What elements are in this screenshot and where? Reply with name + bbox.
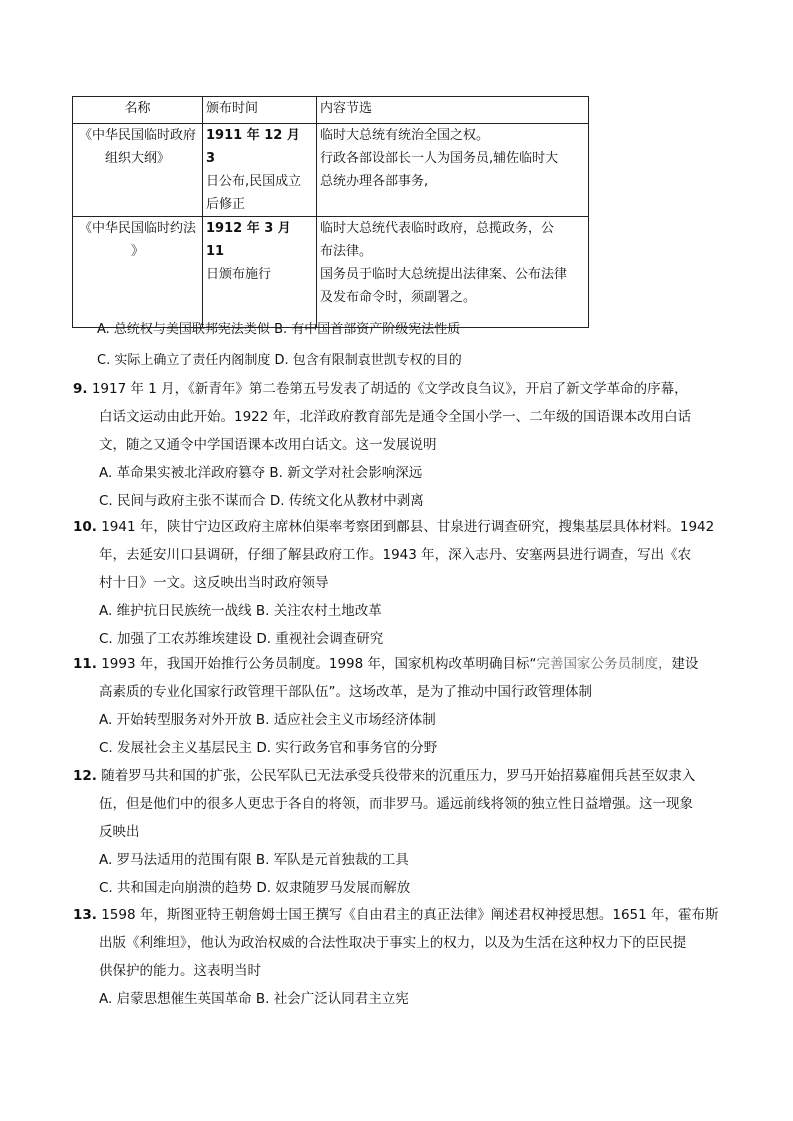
options-row [73,734,723,762]
options-row [73,487,723,515]
question-9 [73,375,723,515]
cell-line: 《中华民国临时政府 [78,128,196,143]
option-c[interactable]: C. 发展社会主义基层民主 [99,740,253,756]
question-text-line: 反映出 [99,824,140,840]
option-a[interactable]: A. 罗马法适用的范围有限 [99,852,252,868]
cell-line: 总统办理各部事务, [320,174,429,189]
issue-date-cell [203,124,317,217]
question-text-line: 村十日》一文。这反映出当时政府领导 [99,575,329,591]
option-d[interactable]: D. 奴隶随罗马发展而解放 [256,880,411,896]
option-b[interactable]: B. 关注农村土地改革 [255,603,382,619]
table-row [73,124,589,217]
option-c[interactable]: C. 实际上确立了责任内阁制度 [97,353,271,368]
option-a[interactable]: A. 维护抗日民族统一战线 [99,603,252,619]
question-number: 13. [73,907,97,923]
options-row [73,625,723,653]
constitution-comparison-table [72,96,589,328]
question-text-line: 年，去延安川口县调研，仔细了解县政府工作。1943 年，深入志丹、安塞两县进行调查，写出《农 [99,547,692,563]
question-text-line: 1941 年，陕甘宁边区政府主席林伯渠率考察团到鄜县、甘泉进行调查研究，搜集基层具体材料。1942 [101,519,715,535]
table-row [73,217,589,328]
option-b[interactable]: B. 社会广泛认同君主立宪 [255,991,409,1007]
cell-line: 行政各部设部长一人为国务员,辅佐临时大 [320,151,559,166]
content-excerpt-cell [317,124,589,217]
header-content: 内容节选 [317,97,589,124]
cell-line: 组织大纲》 [104,151,170,166]
options-row [73,846,723,874]
option-b[interactable]: B. 有中国首部资产阶级宪法性质 [274,322,461,337]
option-c[interactable]: C. 加强了工农苏维埃建设 [99,631,253,647]
question-text-line: 1598 年，斯图亚特王朝詹姆士国王撰写《自由君主的真正法律》阐述君权神授思想。1651 年，霍布斯 [101,907,719,923]
question-11 [73,650,723,762]
options-row [73,874,723,902]
question-text: 1993 年，我国开始推行公务员制度。1998 年，国家机构改革明确目标“ [101,656,537,672]
option-d[interactable]: D. 重视社会调查研究 [256,631,384,647]
option-b[interactable]: B. 适应社会主义市场经济体制 [255,712,436,728]
options-row [73,985,723,1013]
options-row [73,597,723,625]
cell-line: 《中华民国临时约法 [78,221,196,236]
option-c[interactable]: C. 民间与政府主张不谋而合 [99,493,266,509]
option-d[interactable]: D. 包含有限制袁世凯专权的目的 [274,353,462,368]
cell-line: 》 [130,244,144,259]
question-text-line: 1917 年 1 月，《新青年》第二卷第五号发表了胡适的《文学改良刍议》，开启了新文学革命的序幕， [91,381,688,397]
cell-line: 日公布,民国成立 [206,174,302,189]
question-text-line: 供保护的能力。这表明当时 [99,963,261,979]
cell-line: 临时大总统代表临时政府，总揽政务，公 [320,221,555,236]
header-date: 颁布时间 [203,97,317,124]
options-row [73,459,723,487]
table-header-row [73,97,589,124]
question-text: 建设 [671,656,699,672]
option-d[interactable]: D. 实行政务官和事务官的分野 [256,740,438,756]
document-name-cell [73,124,203,217]
issue-date-cell [203,217,317,328]
question-number: 12. [73,768,97,784]
option-a[interactable]: A. 开始转型服务对外开放 [99,712,252,728]
question-text-line: 出版《利维坦》，他认为政治权威的合法性取决于事实上的权力，以及为生活在这种权力下的臣民提 [99,935,687,951]
document-name-cell [73,217,203,328]
question-text-line: 伍，但是他们中的很多人更忠于各自的将领，而非罗马。遥远前线将领的独立性日益增强。这一现象 [99,796,693,812]
question-number: 11. [73,656,97,672]
option-a[interactable]: A. 启蒙思想催生英国革命 [99,991,252,1007]
cell-line: 国务员于临时大总统提出法律案、公布法律 [320,267,568,282]
question-number: 9. [73,381,88,397]
cell-line: 临时大总统有统治全国之权。 [320,128,490,143]
option-b[interactable]: B. 新文学对社会影响深远 [269,465,423,481]
cell-line: 日颁布施行 [206,267,272,282]
options-row [73,706,723,734]
option-c[interactable]: C. 共和国走向崩溃的趋势 [99,880,253,896]
cell-line: 及发布命令时，须副署之。 [320,290,477,305]
question-text-line: 文，随之又通令中学国语课本改用白话文。这一发展说明 [99,437,437,453]
cell-line: 布法律。 [320,244,373,259]
question-13 [73,901,723,1013]
question-text-line: 白话文运动由此开始。1922 年，北洋政府教育部先是通令全国小学一、二年级的国语课本改用白话 [99,409,692,425]
cell-line: 1912 年 3 月 11 [206,221,291,259]
q8-options-row-2 [97,352,462,370]
question-10 [73,513,723,653]
cell-line: 1911 年 12 月 3 [206,128,300,166]
option-d[interactable]: D. 传统文化从教材中剥离 [269,493,424,509]
q8-options-row-1 [97,321,460,339]
option-a[interactable]: A. 总统权与美国联邦宪法类似 [97,322,270,337]
header-name: 名称 [73,97,203,124]
option-a[interactable]: A. 革命果实被北洋政府篡夺 [99,465,266,481]
question-number: 10. [73,519,97,535]
question-text-line: 随着罗马共和国的扩张，公民军队已无法承受兵役带来的沉重压力，罗马开始招募雇佣兵甚至奴隶入 [101,768,696,784]
question-12 [73,762,723,902]
cell-line: 后修正 [206,197,246,212]
content-excerpt-cell [317,217,589,328]
question-text-line: 高素质的专业化国家行政管理干部队伍”。这场改革，是为了推动中国行政管理体制 [99,684,592,700]
quoted-goal-text: 完善国家公务员制度， [536,656,672,672]
option-b[interactable]: B. 军队是元首独裁的工具 [255,852,409,868]
